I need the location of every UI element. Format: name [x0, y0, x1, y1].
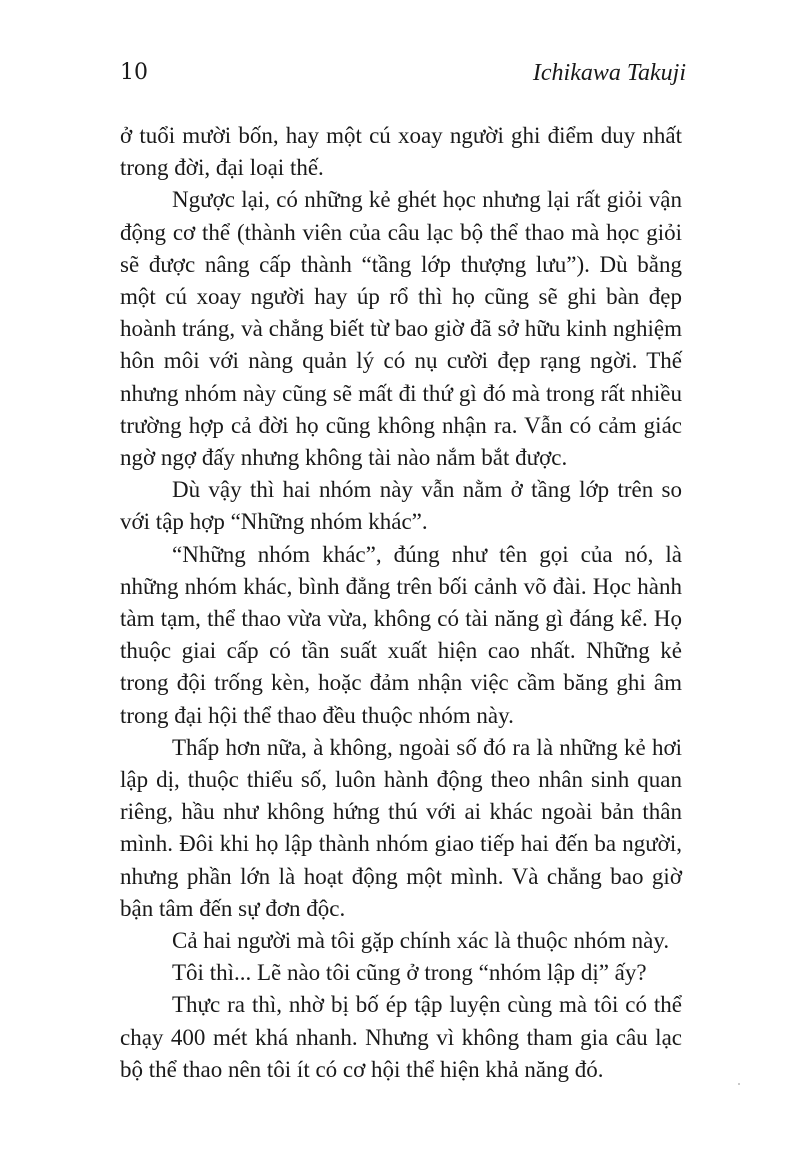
paragraph: Ngược lại, có những kẻ ghét học nhưng lại rất giỏi vận động cơ thể (thành viên của câu lạc bộ thể thao mà học giỏi sẽ được nâng cấp thành “tầng lớp thượng lưu”). Dù bằng một cú xoay người hay úp rổ thì họ cũng sẽ ghi bàn đẹp hoành tráng, và chẳng biết từ bao giờ đã sở hữu kinh nghiệm hôn môi với nàng quản lý có nụ cười đẹp rạng ngời. Thế nhưng nhóm này cũng sẽ mất đi thứ gì đó mà trong rất nhiều trường hợp cả đời họ cũng không nhận ra. Vẫn có cảm giác ngờ ngợ đấy nhưng không tài nào nắm bắt được. — [120, 187, 682, 471]
paragraph: Cả hai người mà tôi gặp chính xác là thuộc nhóm này. — [172, 928, 670, 954]
running-head-author: Ichikawa Takuji — [532, 60, 686, 86]
scan-speck — [738, 1083, 740, 1085]
paragraph-continued: ở tuổi mười bốn, hay một cú xoay người ghi điểm duy nhất trong đời, đại loại thế. — [120, 123, 682, 181]
paragraph: Tôi thì... Lẽ nào tôi cũng ở trong “nhóm lập dị” ấy? — [172, 960, 647, 986]
paragraph: Dù vậy thì hai nhóm này vẫn nằm ở tầng lớp trên so với tập hợp “Những nhóm khác”. — [120, 477, 682, 535]
body-text — [120, 120, 682, 1086]
paragraph: Thấp hơn nữa, à không, ngoài số đó ra là những kẻ hơi lập dị, thuộc thiểu số, luôn hành động theo nhân sinh quan riêng, hầu như không hứng thú với ai khác ngoài bản thân mình. Đôi khi họ lập thành nhóm giao tiếp hai đến ba người, nhưng phần lớn là hoạt động một mình. Và chẳng bao giờ bận tâm đến sự đơn độc. — [120, 734, 682, 921]
paragraph: Thực ra thì, nhờ bị bố ép tập luyện cùng mà tôi có thể chạy 400 mét khá nhanh. Nhưng vì không tham gia câu lạc bộ thể thao nên tôi ít có cơ hội thể hiện khả năng đó. — [120, 992, 682, 1082]
paragraph: “Những nhóm khác”, đúng như tên gọi của nó, là những nhóm khác, bình đẳng trên bối cảnh võ đài. Học hành tàm tạm, thể thao vừa vừa, không có tài năng gì đáng kể. Họ thuộc giai cấp có tần suất xuất hiện cao nhất. Những kẻ trong đội trống kèn, hoặc đảm nhận việc cầm băng ghi âm trong đại hội thể thao đều thuộc nhóm này. — [120, 541, 682, 728]
page-number: 10 — [120, 60, 148, 85]
